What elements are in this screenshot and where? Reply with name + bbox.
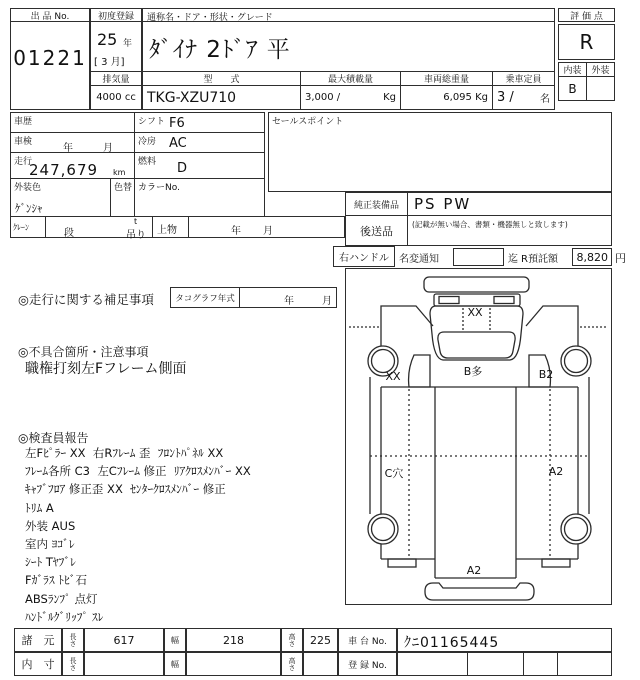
width-label: 幅: [171, 635, 179, 645]
exterior-grade-box: [586, 76, 615, 101]
body-cell: [152, 216, 189, 238]
chassis-value-cell: [397, 628, 612, 652]
model-code-header-label: 型 式: [203, 75, 240, 85]
model-code: TKG-XZU710: [147, 90, 237, 106]
inspection-cell: [10, 132, 135, 153]
crane-label: ｸﾚｰﾝ: [13, 223, 29, 232]
crane-tsuri-label: 吊り: [126, 230, 146, 241]
reg-value-cell-1: [397, 652, 468, 676]
shift-label: シフト: [138, 117, 166, 127]
crane-dan-label: 段: [64, 228, 74, 239]
spec-length-value-cell: [84, 628, 164, 652]
spec-height-value-cell: [303, 628, 338, 652]
capacity-header-label: 乗車定員: [505, 75, 542, 85]
max-load: 3,000 /: [305, 92, 341, 103]
shift-value: F6: [169, 116, 185, 131]
vehicle-diagram-box: [345, 268, 612, 605]
fuel-cell: [134, 152, 265, 179]
ext-color-label: 外装色: [14, 183, 42, 193]
score-header-label: 評 価 点: [570, 11, 603, 22]
reg-value-cell-4: [557, 652, 612, 676]
score: R: [579, 30, 594, 54]
interior-header: [558, 62, 587, 77]
inner-height-label-cell: [281, 652, 303, 676]
inspector-line: ｼｰﾄ Tﾔﾌﾞﾚ: [25, 555, 76, 570]
truck-top-view-diagram: [346, 269, 611, 604]
right-step-shape: [542, 559, 570, 567]
mileage-note-heading: ◎走行に関する補足事項: [18, 292, 154, 307]
model-code-box: [142, 85, 301, 110]
defect-heading: ◎不具合箇所・注意事項: [18, 345, 149, 359]
tacho-value-box: [239, 287, 337, 308]
body-label: 上物: [157, 225, 177, 236]
sales-point-label: セールスポイント: [272, 117, 344, 127]
inspector-line: ｷｬﾌﾞﾌﾛｱ 修正歪 XX ｾﾝﾀｰｸﾛｽﾒﾝﾊﾞｰ 修正: [25, 482, 226, 497]
diagram-label-left-side: C穴: [384, 467, 404, 480]
inspector-report-lines: [25, 444, 343, 626]
name-change-box: [453, 248, 504, 266]
tacho-year-unit: 年: [284, 296, 294, 307]
spec-label: 諸 元: [21, 634, 55, 647]
capacity-unit: 名: [540, 94, 550, 105]
spec-width: 218: [223, 633, 244, 647]
displacement-header-label: 排気量: [102, 75, 130, 85]
cooling-label: 冷房: [138, 137, 157, 147]
gross-weight-header: [400, 71, 493, 86]
front-panel-shape: [434, 294, 520, 306]
capacity-box: [492, 85, 555, 110]
chassis-label-cell: [338, 628, 397, 652]
spec-height-label-cell: [281, 628, 303, 652]
shift-cell: [134, 112, 265, 133]
mileage-unit: km: [113, 168, 126, 177]
left-step-shape: [388, 559, 416, 567]
max-load-header-label: 最大積載量: [327, 75, 373, 85]
reg-value-cell-3: [523, 652, 558, 676]
gross-weight-header-label: 車両総重量: [423, 75, 469, 85]
gross-weight: 6,095 Kg: [443, 92, 488, 103]
deposit-label: R預託額: [521, 254, 558, 265]
model-code-header: [142, 71, 301, 86]
reg-value-cell-2: [467, 652, 524, 676]
first-reg-header-label: 初度登録: [97, 11, 134, 22]
max-load-header: [300, 71, 401, 86]
tacho-label-box: [170, 287, 240, 308]
inspector-line: 外装 AUS: [25, 518, 76, 533]
inspector-line: ﾊﾝﾄﾞﾙｸﾞﾘｯﾌﾟ ｽﾚ: [25, 609, 104, 624]
inspector-line: Fｶﾞﾗｽ ﾄﾋﾞ石: [25, 573, 88, 588]
inspector-heading: ◎検査員報告: [18, 431, 89, 445]
inner-length-label-cell: [62, 652, 84, 676]
history-cell: [10, 112, 135, 133]
deposit-unit: 円: [615, 252, 626, 265]
chassis-no: ｸﾆ01165445: [404, 635, 500, 651]
mileage-value: 247,679: [29, 161, 99, 179]
crane-cell: [10, 216, 46, 238]
diagram-label-right-side: A2: [548, 465, 564, 478]
mileage-label: 走行: [14, 157, 33, 167]
later-items-label: 後送品: [360, 224, 393, 238]
exterior-header-label: 外装: [591, 66, 610, 76]
inspector-line: ﾌﾚｰﾑ各所 C3 左Cﾌﾚｰﾑ 修正 ﾘｱｸﾛｽﾒﾝﾊﾞｰ XX: [25, 464, 251, 479]
interior-grade-box: [558, 76, 587, 101]
deposit-box: [572, 248, 612, 266]
repaint-cell: [110, 178, 135, 217]
inspector-line: ABSﾗﾝﾌﾟ 点灯: [25, 591, 98, 606]
first-reg-year: 25: [97, 30, 118, 49]
rear-bumper-shape: [425, 583, 534, 600]
body-value-cell: [188, 216, 345, 238]
inspector-line: 室内 ﾖｺﾞﾚ: [25, 536, 75, 551]
windshield-shape: [438, 332, 515, 358]
tacho-label: タコグラフ年式: [175, 293, 235, 304]
ext-color-cell: [10, 178, 111, 217]
inspection-month-unit: 月: [103, 143, 113, 154]
left-quarter-shape: [409, 355, 430, 387]
until-label: 迄: [508, 254, 518, 265]
spec-width-label-cell: [164, 628, 186, 652]
gross-weight-box: [400, 85, 493, 110]
model-name: ﾀﾞｲﾅ 2ﾄﾞｱ 平: [149, 37, 291, 63]
inspector-line: 左Fﾋﾟﾗｰ XX 右Rﾌﾚｰﾑ 歪 ﾌﾛﾝﾄﾊﾟﾈﾙ XX: [25, 446, 224, 460]
inner-length-value-cell: [84, 652, 164, 676]
inspection-label: 車検: [14, 137, 33, 147]
left-headlight-shape: [439, 297, 459, 304]
genuine-equip-label: 純正装備品: [353, 200, 399, 211]
cooling-value: AC: [169, 136, 187, 151]
color-no-label: カラーNo.: [138, 183, 180, 193]
genuine-equip-value: PS PW: [414, 195, 472, 213]
rhd-box: [333, 246, 395, 267]
interior-grade: B: [568, 81, 577, 96]
inner-width-value-cell: [186, 652, 281, 676]
spec-height: 225: [310, 633, 331, 647]
model-name-box: [142, 21, 555, 72]
chassis-label: 車 台 No.: [348, 636, 387, 647]
max-load-unit: Kg: [383, 92, 396, 103]
first-reg-header: [90, 8, 142, 22]
diagram-label-right-front: B2: [538, 368, 554, 381]
first-reg-year-unit: 年: [123, 39, 133, 49]
deposit-value: 8,820: [576, 250, 608, 264]
capacity-header: [492, 71, 555, 86]
inner-label: 内 寸: [21, 658, 55, 671]
exterior-header: [586, 62, 615, 77]
displacement: 4000 cc: [96, 92, 136, 103]
diagram-label-rear: A2: [466, 564, 482, 577]
inspection-year-unit: 年: [63, 143, 73, 154]
first-reg-box: [90, 21, 142, 72]
inner-label-cell: [14, 652, 62, 676]
model-name-header: [142, 8, 555, 22]
lot-no-box: [10, 21, 90, 110]
front-bumper-shape: [424, 277, 529, 292]
right-headlight-shape: [494, 297, 514, 304]
reg-label-cell: [338, 652, 397, 676]
spec-length: 617: [113, 633, 135, 647]
width-label: 幅: [171, 659, 179, 669]
tacho-month-unit: 月: [322, 296, 332, 307]
fuel-value: D: [177, 161, 188, 176]
diagram-label-cab: B多: [463, 365, 483, 378]
inner-width-label-cell: [164, 652, 186, 676]
score-box: [558, 24, 615, 60]
spec-label-cell: [14, 628, 62, 652]
rhd-label: 右ハンドル: [339, 253, 389, 264]
spec-length-label-cell: [62, 628, 84, 652]
spec-width-value-cell: [186, 628, 281, 652]
defect-text: 職権打刻左Fフレーム側面: [25, 361, 187, 377]
displacement-header: [90, 71, 142, 86]
history-label: 車歴: [14, 117, 33, 127]
capacity: 3 /: [497, 90, 514, 105]
mileage-cell: [10, 152, 135, 179]
height-label: 高さ: [288, 657, 296, 671]
height-label: 高さ: [288, 633, 296, 647]
lot-no-header-label: 出 品 No.: [30, 11, 70, 22]
length-label: 長さ: [69, 633, 77, 647]
crane-value-cell: [45, 216, 153, 241]
interior-header-label: 内装: [563, 66, 582, 76]
genuine-equip-label-cell: [346, 193, 408, 215]
repaint-label: 色替: [114, 183, 133, 193]
model-name-header-label: 通称名・ドア・形状・グレード: [147, 13, 273, 23]
later-items-box: [345, 215, 612, 246]
displacement-value: [90, 85, 142, 110]
fuel-label: 燃料: [138, 157, 157, 167]
color-no-cell: [134, 178, 265, 217]
inner-height-value-cell: [303, 652, 338, 676]
cooling-cell: [134, 132, 265, 153]
lot-no-header: [10, 8, 90, 22]
diagram-label-left-front: XX: [385, 370, 401, 383]
reg-label: 登 録 No.: [348, 660, 387, 671]
later-items-note: (記載が無い場合、書類・機器無しと致します): [412, 220, 568, 229]
later-items-label-cell: [346, 216, 408, 245]
inspector-line: ﾄﾘﾑ A: [25, 500, 54, 515]
sales-point-box: [268, 112, 612, 192]
crane-ton-label: t: [134, 217, 138, 226]
first-reg-month: [ 3 月]: [94, 57, 125, 68]
score-header: [558, 8, 615, 22]
genuine-equip-box: [345, 192, 612, 216]
name-change-label: 名変通知: [399, 254, 439, 265]
max-load-box: [300, 85, 401, 110]
body-month-unit: 月: [263, 226, 273, 237]
diagram-label-hood: XX: [467, 306, 483, 319]
ext-color-value: ｹﾞﾝｼｬ: [15, 202, 43, 215]
length-label: 長さ: [69, 657, 77, 671]
lot-number: 01221: [13, 46, 87, 70]
body-year-unit: 年: [231, 226, 241, 237]
